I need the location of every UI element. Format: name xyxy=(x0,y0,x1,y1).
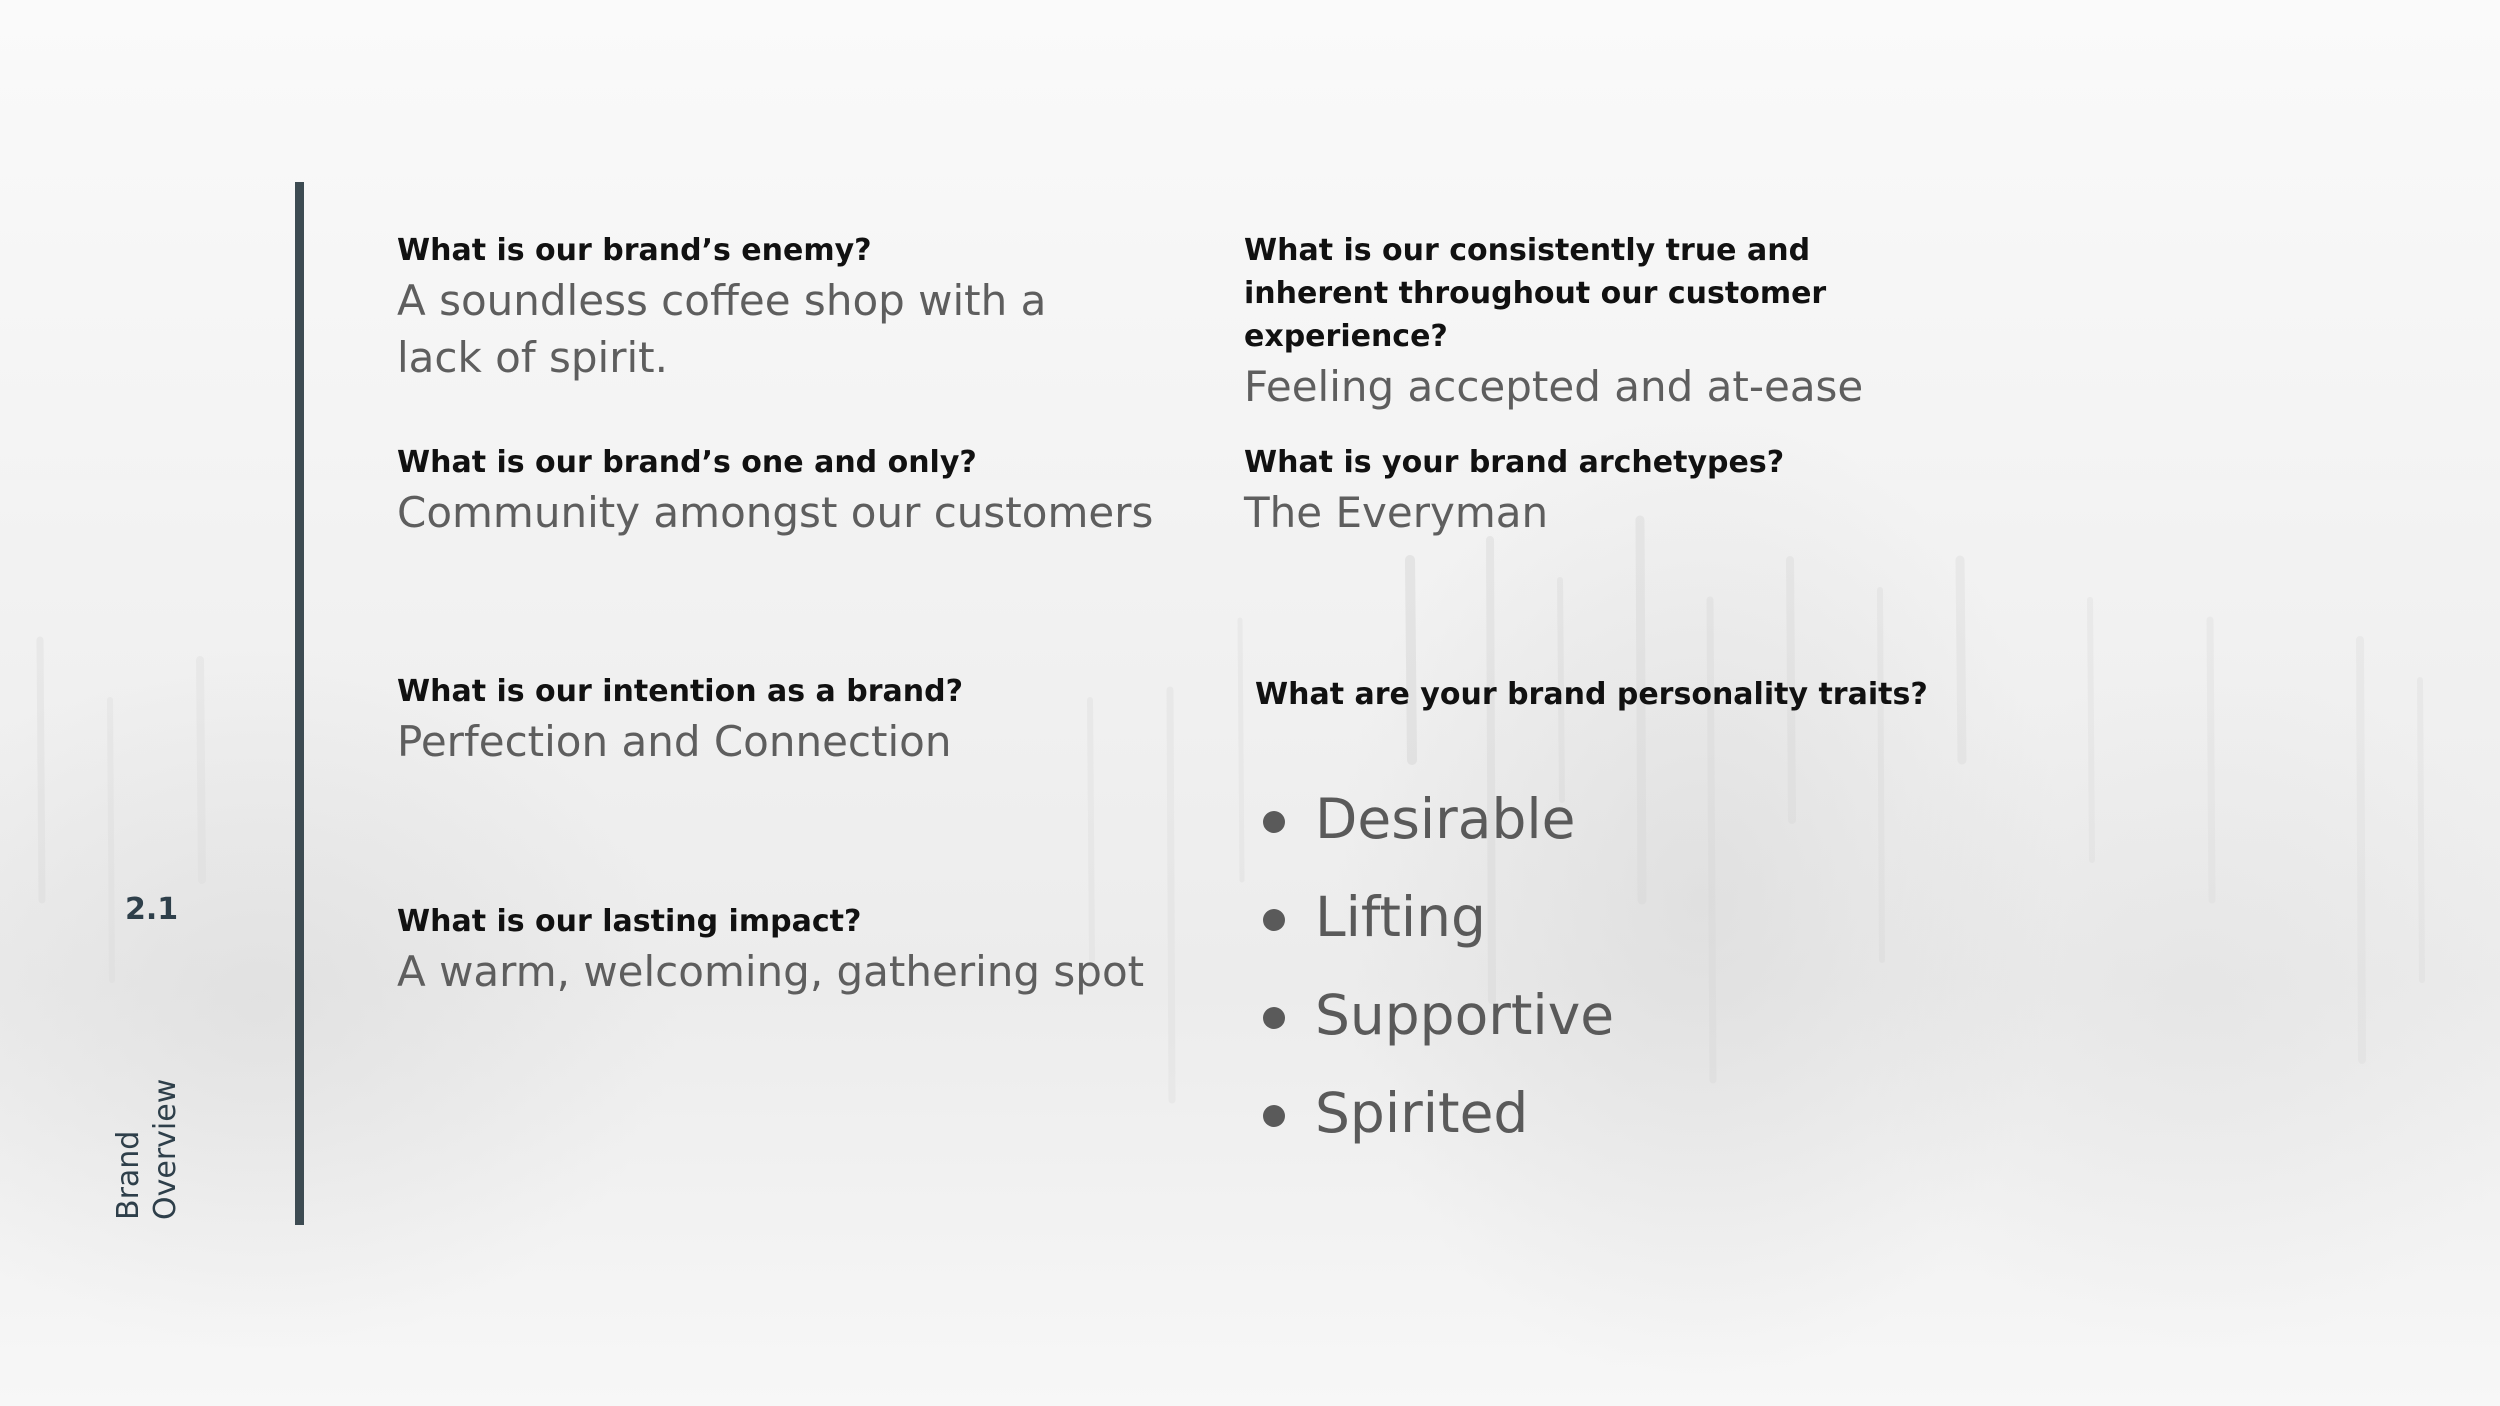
bullet-icon xyxy=(1263,909,1285,931)
trait-label: Supportive xyxy=(1315,983,1615,1047)
qa-customer-experience xyxy=(1244,229,1944,415)
trait-label: Spirited xyxy=(1315,1081,1529,1145)
answer-text: Feeling accepted and at-ease xyxy=(1244,362,1864,411)
answer-text: The Everyman xyxy=(1244,488,1549,537)
trait-label: Lifting xyxy=(1315,885,1486,949)
qa-brand-archetypes xyxy=(1244,441,2044,541)
qa-personality-traits xyxy=(1255,673,2055,716)
section-number: 2.1 xyxy=(125,892,179,927)
bullet-icon xyxy=(1263,811,1285,833)
answer-text: A soundless coffee shop with a lack of spirit. xyxy=(397,276,1047,382)
question-label: What is our intention as a brand? xyxy=(397,674,963,709)
qa-brand-intention xyxy=(397,670,1197,770)
bullet-icon xyxy=(1263,1105,1285,1127)
list-item xyxy=(1255,1064,1614,1162)
qa-lasting-impact xyxy=(397,900,1197,1000)
answer-text: A warm, welcoming, gathering spot xyxy=(397,947,1145,996)
list-item xyxy=(1255,868,1614,966)
question-label: What is our brand’s one and only? xyxy=(397,445,977,480)
answer-text: Perfection and Connection xyxy=(397,717,952,766)
question-label: What are your brand personality traits? xyxy=(1255,677,1928,712)
question-label: What is our lasting impact? xyxy=(397,904,862,939)
list-item xyxy=(1255,966,1614,1064)
bullet-icon xyxy=(1263,1007,1285,1029)
question-label: What is our consistently true and inherent throughout our customer experience? xyxy=(1244,233,1827,354)
question-label: What is your brand archetypes? xyxy=(1244,445,1785,480)
question-label: What is our brand’s enemy? xyxy=(397,233,872,268)
section-title: Brand Overview xyxy=(111,1078,183,1220)
answer-text: Community amongst our customers xyxy=(397,488,1154,537)
list-item xyxy=(1255,770,1614,868)
vertical-divider xyxy=(295,182,304,1225)
qa-brand-enemy xyxy=(397,229,1097,386)
personality-traits-list xyxy=(1255,770,1614,1162)
trait-label: Desirable xyxy=(1315,787,1576,851)
qa-brand-one-and-only xyxy=(397,441,1197,541)
